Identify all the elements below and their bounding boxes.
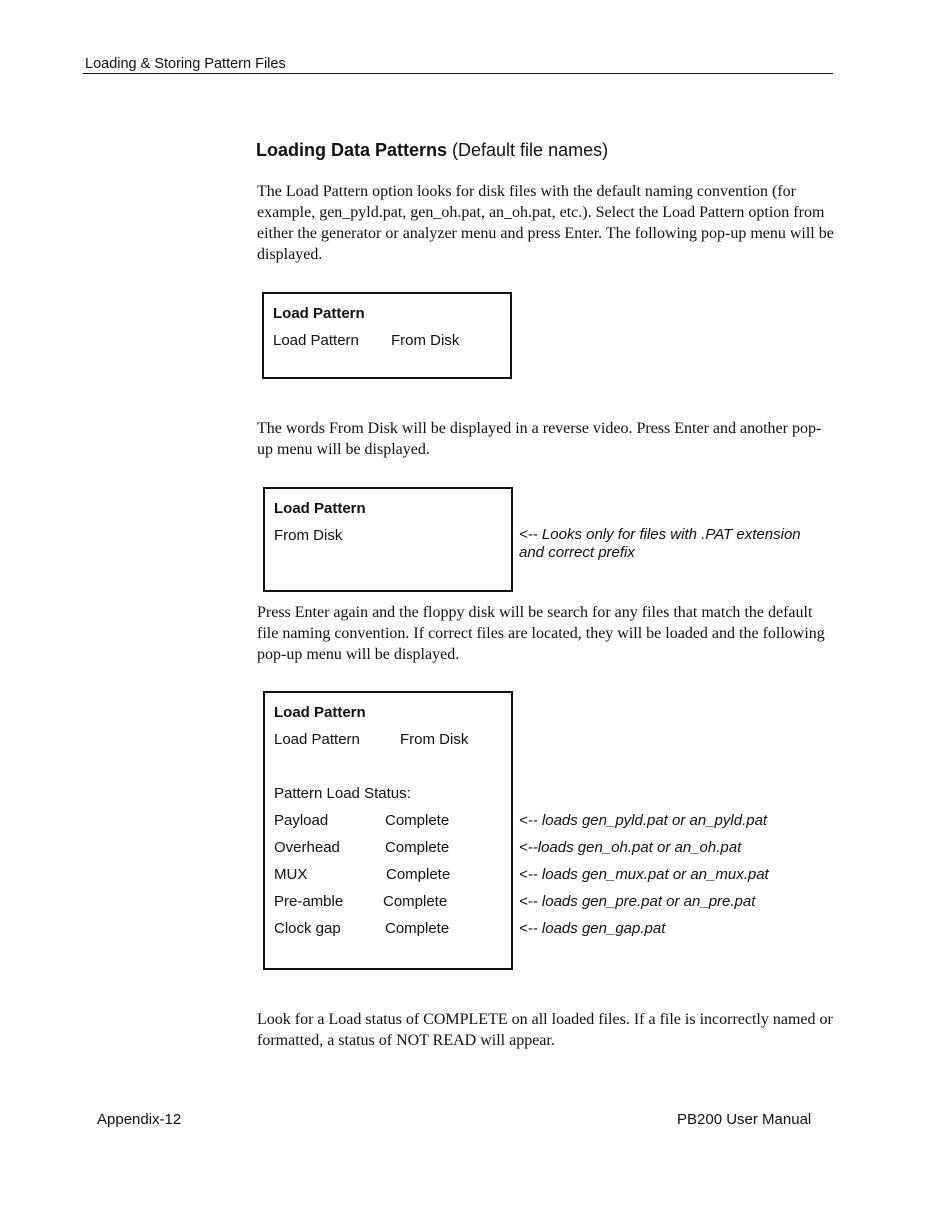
extension-note-line-2: and correct prefix [519,544,635,561]
status-row-value: Complete [385,839,450,856]
status-row-name: MUX [274,866,308,883]
file-note: <--loads gen_oh.pat or an_oh.pat [519,839,742,856]
from-disk-option[interactable]: From Disk [400,731,469,748]
header-rule [83,73,833,74]
section-heading-bold: Loading Data Patterns [256,140,448,160]
search-paragraph: Press Enter again and the floppy disk will be search for any files that match the default file naming convention. If correct files are located, they will be loaded and the following pop-up menu will be displayed. [257,604,825,663]
section-heading-subtitle: (Default file names) [447,140,609,160]
from-disk-option[interactable]: From Disk [391,332,460,349]
file-note: <-- loads gen_gap.pat [519,920,666,937]
status-row-value: Complete [385,812,450,829]
status-row-name: Pre-amble [274,893,344,910]
status-paragraph: Look for a Load status of COMPLETE on all loaded files. If a file is incorrectly named or formatted, a status of NOT READ will appear. [257,1011,833,1049]
section-heading [256,140,608,161]
page-number: Appendix-12 [97,1111,182,1128]
status-row-value: Complete [385,920,450,937]
file-note: <-- loads gen_mux.pat or an_mux.pat [519,866,769,883]
popup-title: Load Pattern [274,500,366,517]
status-heading: Pattern Load Status: [274,785,411,802]
from-disk-option[interactable]: From Disk [274,527,343,544]
file-note: <-- loads gen_pyld.pat or an_pyld.pat [519,812,768,829]
from-disk-popup-menu [263,487,513,592]
intro-paragraph: The Load Pattern option looks for disk files with the default naming convention (for example, gen_pyld.pat, gen_oh.pat, an_oh.pat, etc.). Select the Load Pattern option from either the generator or analyzer menu and press Enter. The following pop-up menu will be displayed. [257,183,834,263]
status-row-name: Clock gap [274,920,341,937]
manual-title: PB200 User Manual [677,1111,812,1128]
popup-label: Load Pattern [273,332,359,349]
status-row-value: Complete [383,893,448,910]
popup-title: Load Pattern [273,305,365,322]
popup-title: Load Pattern [274,704,366,721]
load-pattern-popup-menu [262,292,512,379]
reverse-video-paragraph: The words From Disk will be displayed in a reverse video. Press Enter and another pop-up menu will be displayed. [257,420,822,458]
status-row-name: Payload [274,812,329,829]
file-note: <-- loads gen_pre.pat or an_pre.pat [519,893,756,910]
popup-label: Load Pattern [274,731,360,748]
status-row-name: Overhead [274,839,340,856]
extension-note-line-1: <-- Looks only for files with .PAT extension [519,526,801,543]
status-row-value: Complete [386,866,451,883]
load-status-popup-menu [263,691,513,970]
extension-note [519,526,801,561]
page-header-title: Loading & Storing Pattern Files [85,56,286,72]
